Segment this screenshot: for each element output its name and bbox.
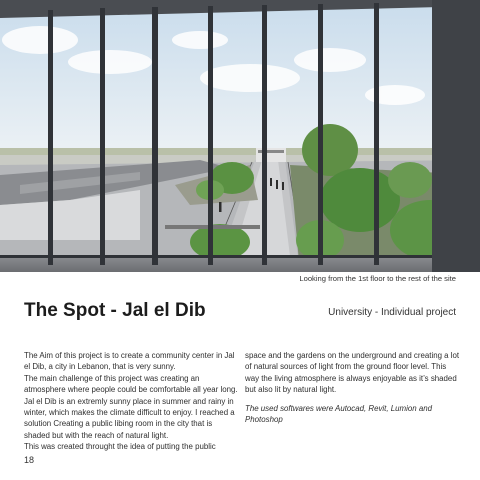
description-paragraph: This was created throught the idea of putting the public xyxy=(24,442,216,452)
description-paragraph: space and the gardens on the underground and creating a lot of natural sources of light from the ground floor level. This way the living atmosphere is always enjoyable as it’s shaded but also lit by natural light. xyxy=(245,351,460,395)
page-number: 18 xyxy=(24,455,35,465)
description-paragraph: The main challenge of this project was creating an atmosphere where people could be comfortable all year long. Jal el Dib is an extremly sunny place in summer and rainy in winter, which makes the climate difficult to enjoy. I reached a solution Creating a public libing room in the city that is shaded but with the reach of natural light. xyxy=(24,373,238,440)
description-paragraph: The Aim of this project is to create a community center in Jal el Dib, a city in Lebanon, that is very sunny. xyxy=(24,351,235,372)
description-left-column xyxy=(24,350,240,453)
description-right-column xyxy=(245,350,461,425)
software-note: The used softwares were Autocad, Revit, Lumion and Photoshop xyxy=(245,403,432,425)
project-title: The Spot - Jal el Dib xyxy=(24,300,206,321)
project-subtitle: University - Individual project xyxy=(328,307,456,318)
image-caption: Looking from the 1st floor to the rest of the site xyxy=(299,274,456,283)
